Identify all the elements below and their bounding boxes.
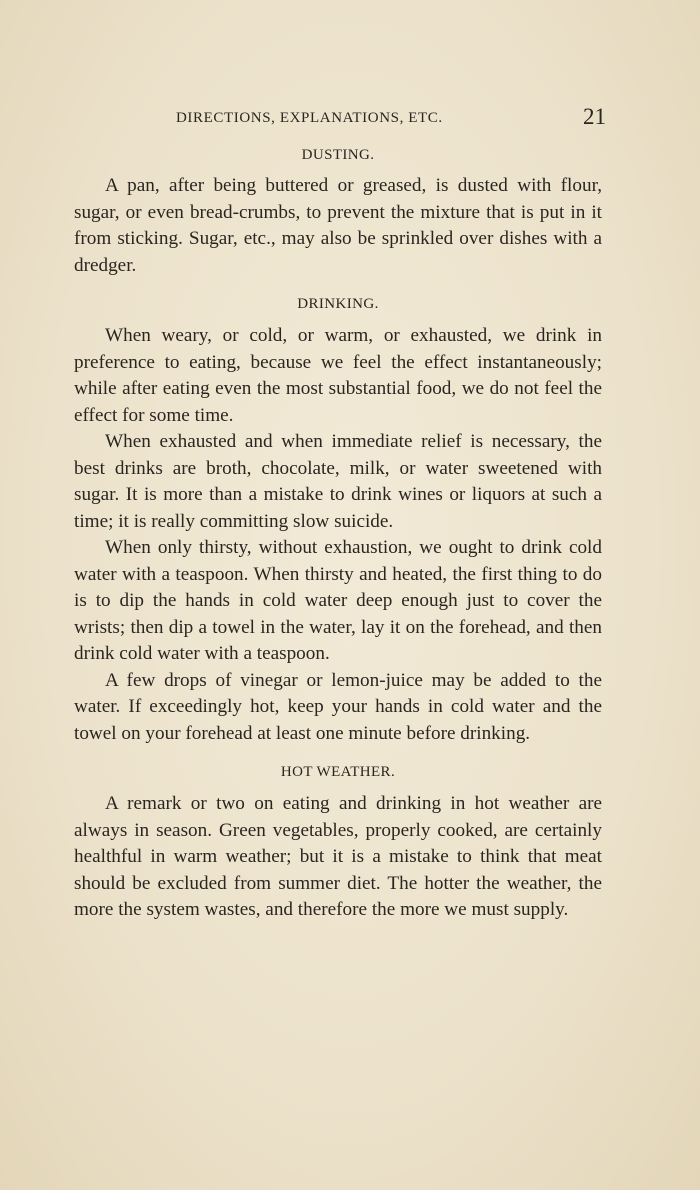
paragraph: A pan, after being buttered or greased, is dusted with flour, sugar, or even bread-crumbs, to prevent the mixture that is put in it from sticking. Sugar, etc., may also be sprinkled over dishes with a dredger. <box>74 175 602 276</box>
section-heading: HOT WEATHER. <box>280 764 396 780</box>
page-number: 21 <box>583 104 606 129</box>
paragraph: A remark or two on eating and drinking in hot weather are always in season. Green vegetables, properly cooked, are certainly healthful in warm weather; but it is a mistake to think that meat should be excluded from summer diet. The hotter the weather, the more the system wastes, and therefore the more we must supply. <box>74 793 602 920</box>
paragraph: When weary, or cold, or warm, or exhausted, we drink in preference to eating, because we feel the effect instantaneously; while after eating even the most substantial food, we do not feel the effect for some time. <box>74 325 602 426</box>
section-heading: DUSTING. <box>301 147 375 163</box>
section-hot-weather <box>74 763 602 924</box>
section-heading: DRINKING. <box>297 296 379 312</box>
section-dusting <box>74 146 602 279</box>
paragraph: When only thirsty, without exhaustion, we ought to drink cold water with a teaspoon. When thirsty and heated, the first thing to do is to dip the hands in cold water deep enough just to cover the wrists; then dip a towel in the water, lay it on the forehead, and then drink cold water with a teaspoon. <box>74 537 602 664</box>
page-body <box>74 146 602 940</box>
running-head <box>176 104 606 138</box>
section-drinking <box>74 295 602 747</box>
paragraph: When exhausted and when immediate relief is necessary, the best drinks are broth, chocolate, milk, or water sweetened with sugar. It is more than a mistake to drink wines or liquors at such a time; it is really committing slow suicide. <box>74 431 602 532</box>
running-title: DIRECTIONS, EXPLANATIONS, ETC. <box>176 110 443 126</box>
paragraph: A few drops of vinegar or lemon-juice may be added to the water. If exceedingly hot, keep your hands in cold water and the towel on your forehead at least one minute before drinking. <box>74 669 602 744</box>
